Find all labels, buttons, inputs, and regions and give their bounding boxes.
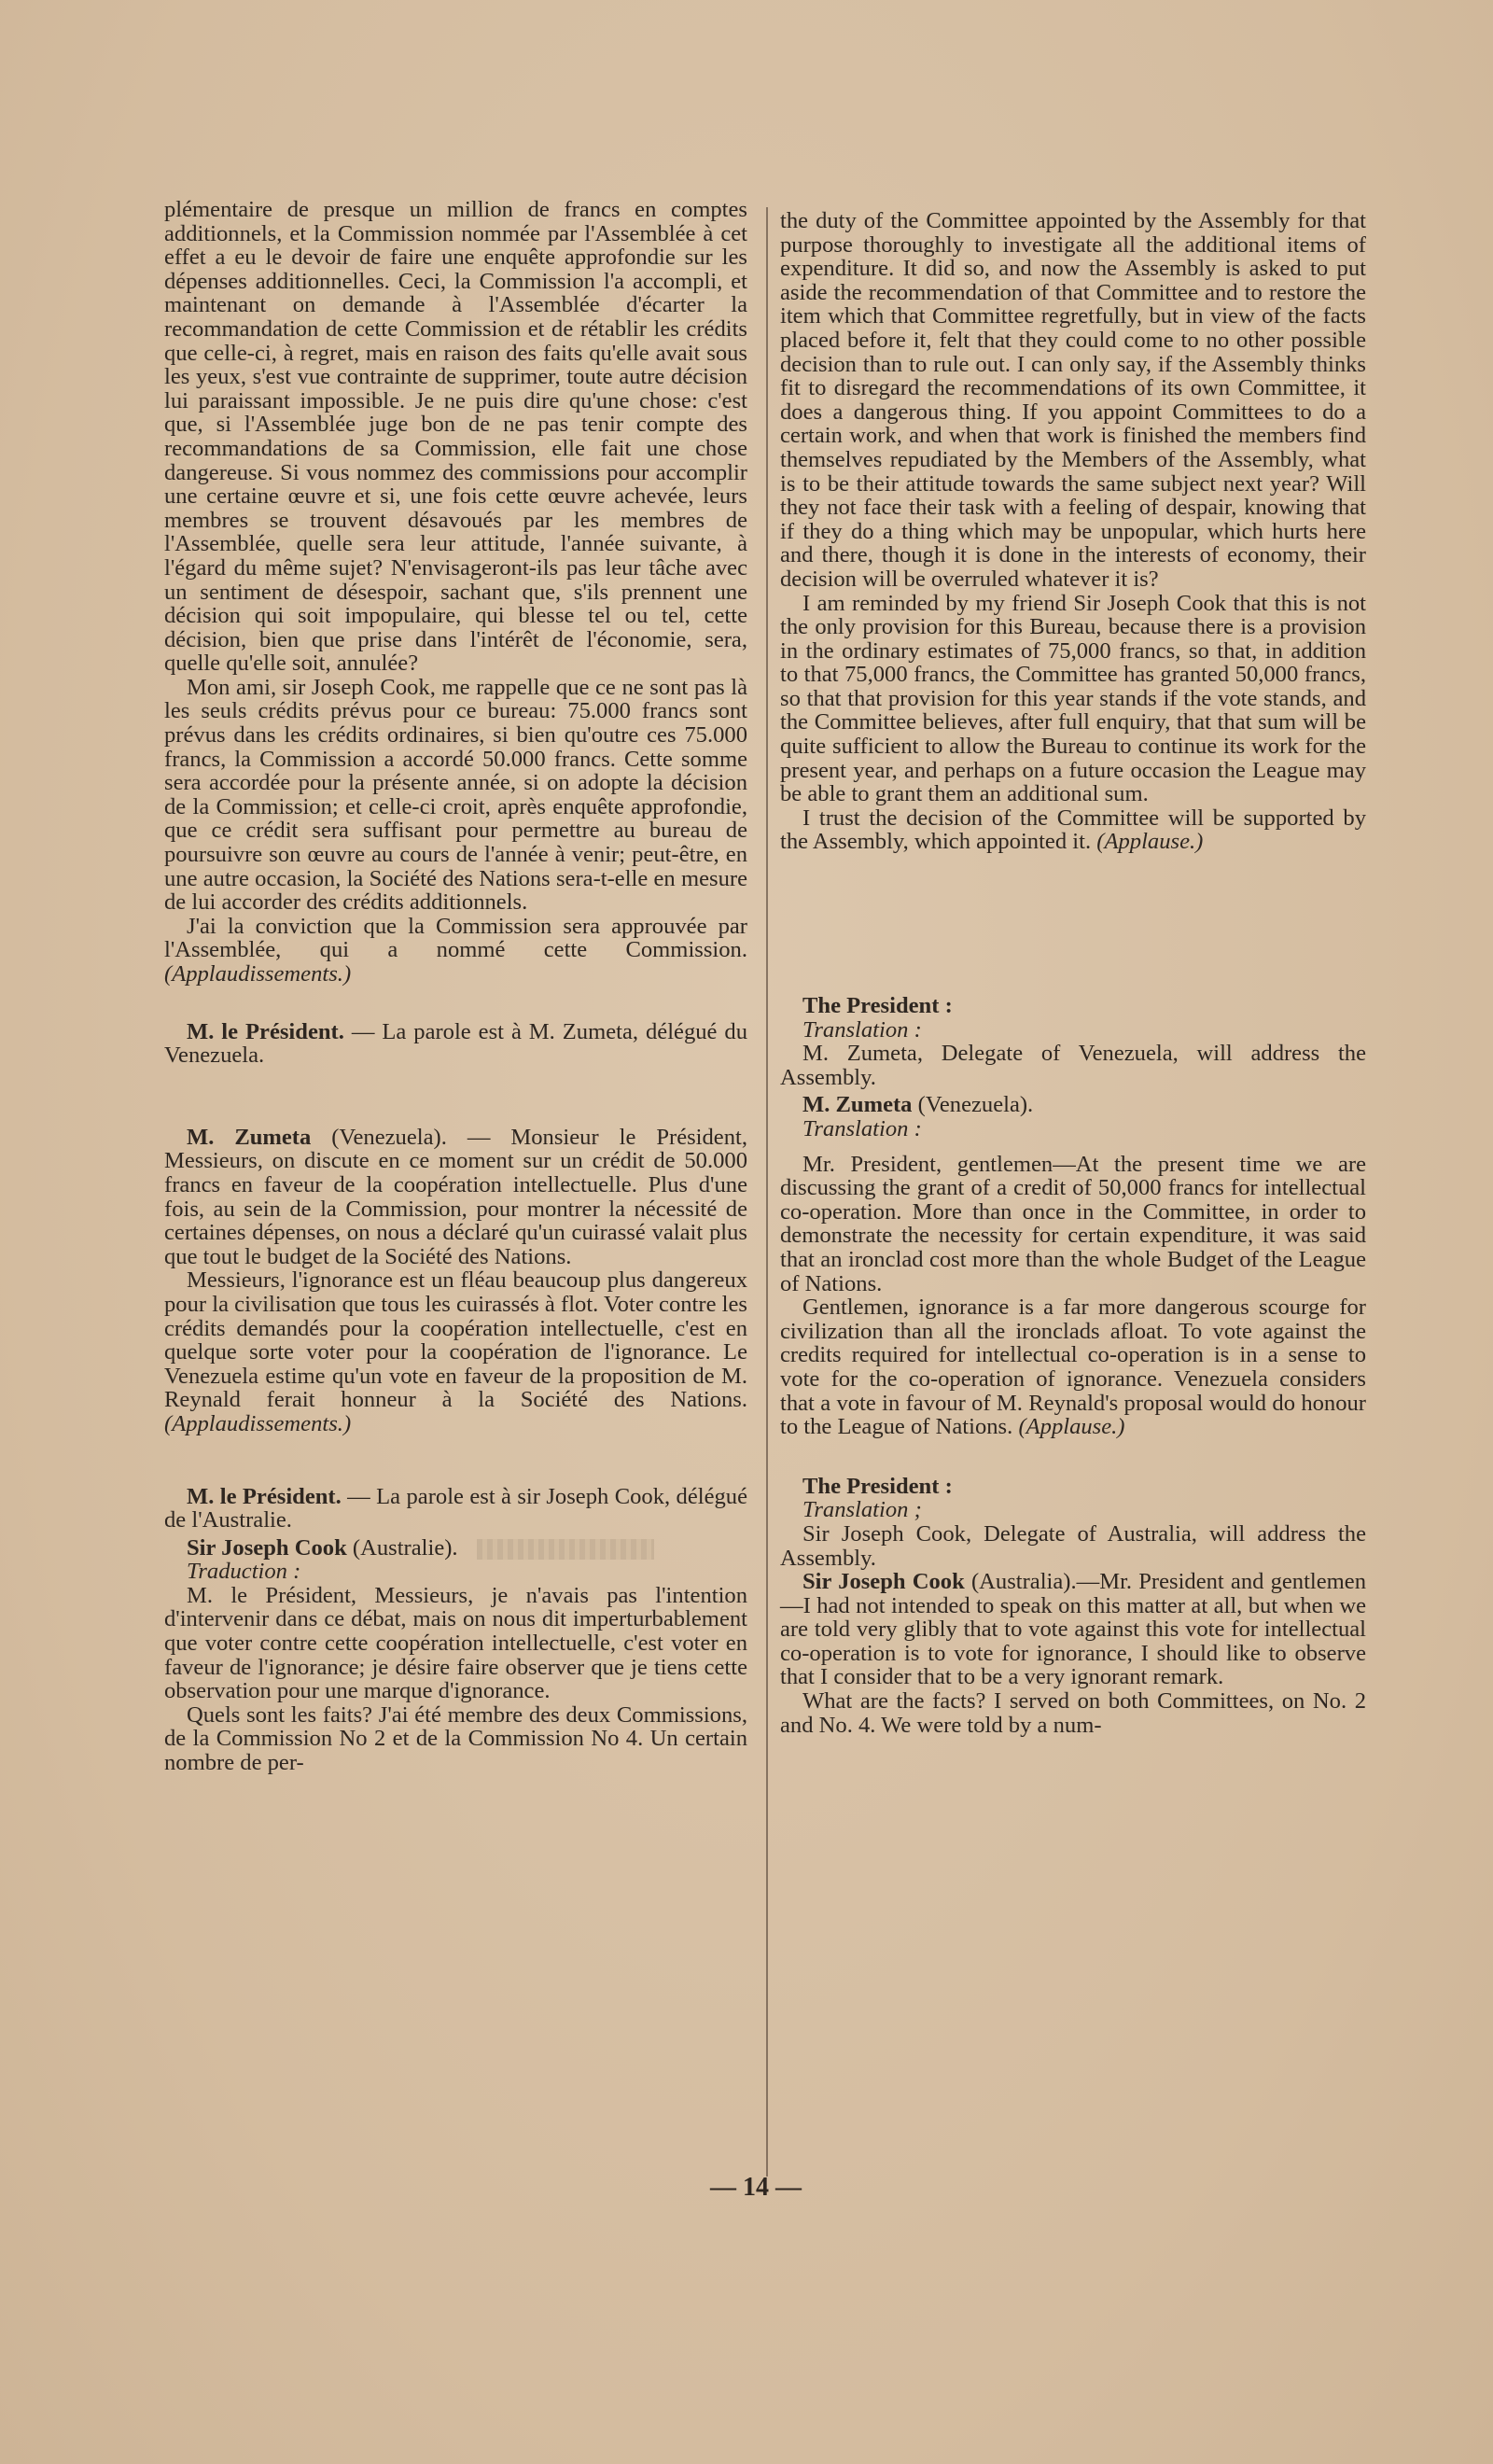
fr-president-2-text: — La parole est à sir Joseph Cook, délégué de l'Australie. [164,1483,748,1533]
en-translation-label-2: Translation : [802,1116,922,1141]
fr-applause-1: (Applaudissements.) [164,961,352,987]
fr-president-2 [164,1485,747,1533]
fr-cook-paragraph-2: Quels sont les faits? J'ai été membre des deux Commissions, de la Commission No 2 et de la Commission No 4. Un certain nombre de per- [164,1701,747,1776]
en-applause-2: (Applause.) [1018,1414,1125,1440]
french-column [164,198,747,1775]
fr-zumeta-text: (Venezuela). — Monsieur le Président, Messieurs, on discute en ce moment sur un crédit de 50.000 francs en faveur de la coopération intellectuelle. Plus d'une fois, au sein de la Commission, pour montrer la nécessité de certaines dépenses, on nous a déclaré qu'un cuirassé valait plus que tout le budget de la Société des Nations. [164,1124,748,1269]
en-cook-text: (Australia).—Mr. President and gentlemen—I had not intended to speak on this matter at all, but when we are told very glibly that to vote against this vote for intellectual co-operation is to vote for ignorance, I should like to observe that I consider that to be a very ignorant remark. [780,1569,1367,1690]
en-cook-paragraph-1 [780,1570,1366,1689]
fr-president-1 [164,1020,747,1068]
en-president-2 [780,1475,1366,1499]
en-president-2-text: Sir Joseph Cook, Delegate of Australia, will address the Assembly. [780,1520,1366,1571]
fr-traduction-label: Traduction : [187,1559,301,1585]
en-applause-1: (Applause.) [1096,829,1204,855]
en-zumeta-name: M. Zumeta [802,1092,913,1118]
fr-zumeta-name: M. Zumeta [187,1124,312,1150]
en-paragraph-2: I am reminded by my friend Sir Joseph Cook that this is not the only provision for this Bureau, because there is a provision in the ordinary estimates of 75,000 francs, so that, in addition to that 75,000 francs, the Committee has granted 50,000 francs, so that that provision for this year stands if the vote stands, and the Committee believes, after full enquiry, that that sum will be quite sufficient to allow the Bureau to continue its work for the present year, and perhaps on a future occasion the League may be able to grant them an additional sum. [780,590,1366,807]
fr-zumeta-p2-text: Messieurs, l'ignorance est un fléau beaucoup plus dangereux pour la civilisation que tous les cuirassés à flot. Voter contre les crédits demandés pour la coopération intellectuelle, c'est en quelque sorte voter pour la coopération de l'ignorance. Le Venezuela estime qu'un vote en faveur de la proposition de M. Reynald ferait honneur à la Société des Nations. [164,1267,747,1413]
en-paragraph-1: the duty of the Committee appointed by the Assembly for that purpose thoroughly to investigate all the additional items of expenditure. It did so, and now the Assembly is asked to put aside the recommendation of that Committee and to restore the item which that Committee regretfully, but in view of the facts placed before it, felt that they could come to no other possible decision than to rule out. I can only say, if the Assembly thinks fit to disregard the recommendations of its own Committee, it does a dangerous thing. If you appoint Committees to do a certain work, and when that work is finished the members find themselves repudiated by the Members of the Assembly, what is to be their attitude towards the same subject next year? Will they not face their task with a feeling of despair, knowing that if they do a thing which may be unpopular, which hurts here and there, though it is done in the interests of economy, their decision will be overruled whatever it is? [780,208,1366,592]
fr-cook-name: Sir Joseph Cook [187,1534,347,1561]
fr-paragraph-1: plémentaire de presque un million de francs en comptes additionnels, et la Commission nommée par l'Assemblée à cet effet a eu le devoir de faire une enquête approfondie sur les dépenses additionnelles. Ceci, la Commission l'a accompli, et maintenant on demande à l'Assemblée d'écarter la recommandation de cette Commission et de rétablir les crédits que celle-ci, à regret, mais en raison des faits qu'elle avait sous les yeux, s'est vue contrainte de supprimer, toute autre décision lui paraissant impossible. Je ne puis dire qu'une chose: c'est que, si l'Assemblée juge bon de ne pas tenir compte des recommandations de sa Commission, elle fait une chose dangereuse. Si vous nommez des commissions pour accomplir une certaine œuvre et si, une fois cette œuvre achevée, leurs membres se trouvent désavoués par les membres de l'Assemblée, quelle sera leur attitude, l'année suivante, à l'égard du même sujet? N'envisageront-ils pas leur tâche avec un sentiment de désespoir, sachant que, s'ils prennent une décision qui soit impopulaire, qui blesse tel ou tel, cette décision, bien que prise dans l'intérêt de l'économie, sera, quelle qu'elle soit, annulée? [164,197,747,677]
en-cook-paragraph-2: What are the facts? I served on both Committees, on No. 2 and No. 4. We were told by a num- [780,1688,1366,1738]
en-zumeta-heading [780,1093,1366,1117]
en-president-1-name: The President : [802,993,953,1019]
en-zumeta-paragraph-1: Mr. President, gentlemen—At the present time we are discussing the grant of a credit of 50,000 francs for intellectual co-operation. More than once in the Committee, in order to demonstrate the necessity for certain expenditure, it was said that an ironclad cost more than the whole Budget of the League of Nations. [780,1151,1366,1296]
fr-cook-country: (Australie). [346,1534,458,1561]
en-zumeta-country: (Venezuela). [912,1092,1034,1118]
fr-paragraph-3 [164,915,747,987]
column-divider [766,207,768,2177]
fr-paragraph-3-text: J'ai la conviction que la Commission sera approuvée par l'Assemblée, qui a nommé cette Commission. [164,913,747,963]
en-cook-name: Sir Joseph Cook [802,1569,965,1595]
fr-president-2-name: M. le Président. [187,1483,342,1509]
fr-zumeta-paragraph-2 [164,1268,747,1435]
en-translation-label-1: Translation : [802,1016,922,1043]
en-zumeta-paragraph-2 [780,1295,1366,1439]
fr-paragraph-2: Mon ami, sir Joseph Cook, me rappelle que ce ne sont pas là les seuls crédits prévus pour ce bureau: 75.000 francs sont prévus dans les crédits ordinaires, si bien qu'outre ces 75.000 francs, la Commission a accordé 50.000 francs. Cette somme sera accordée pour la présente année, si on adopte la décision de la Commission; et celle-ci croit, après enquête approfondie, que ce crédit sera suffisant pour permettre au bureau de poursuivre son œuvre au cours de l'année à venir; peut-être, en une autre occasion, la Société des Nations sera-t-elle en mesure de lui accorder des crédits additionnels. [164,674,747,916]
en-paragraph-3 [780,806,1366,854]
english-column [780,209,1366,1737]
fr-president-1-text: — La parole est à M. Zumeta, délégué du Venezuela. [164,1018,747,1069]
fr-cook-heading [164,1536,747,1561]
fr-cook-paragraph-1: M. le Président, Messieurs, je n'avais pas l'intention d'intervenir dans ce débat, mais on nous dit imperturbablement que voter contre cette coopération intellectuelle, c'est voter en faveur de l'ignorance; je désire faire observer que je tiens cette observation pour une marque d'ignorance. [164,1582,747,1704]
page-number: — 14 — [710,2173,802,2202]
en-translation-label-3: Translation ; [802,1497,922,1523]
en-president-2-name: The President : [802,1473,953,1499]
en-paragraph-3-text: I trust the decision of the Committee will be supported by the Assembly, which appointed it. [780,805,1366,855]
en-president-1-text: M. Zumeta, Delegate of Venezuela, will address the Assembly. [780,1041,1366,1090]
faded-stamp-mark [477,1539,654,1560]
fr-applause-2: (Applaudissements.) [164,1410,352,1436]
fr-president-1-name: M. le Président. [187,1018,344,1044]
fr-zumeta-paragraph-1 [164,1126,747,1269]
en-zumeta-p2-text: Gentlemen, ignorance is a far more dangerous scourge for civilization than all the ironclads afloat. To vote against the credits required for intellectual co-operation is in a sense to vote for the co-operation of ignorance. Venezuela considers that a vote in favour of M. Reynald's proposal would do honour to the League of Nations. [780,1295,1366,1440]
en-president-1 [780,994,1366,1018]
